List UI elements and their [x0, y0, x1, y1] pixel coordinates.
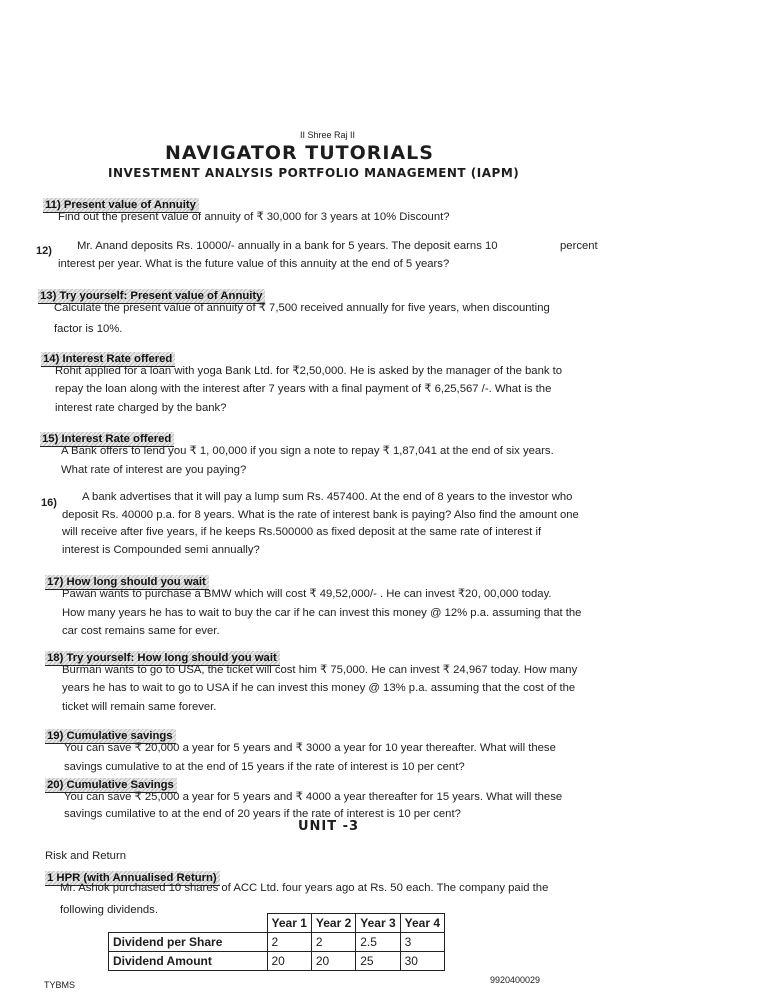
question-text-18-line1: Burman wants to go to USA, the ticket will cost him ₹ 75,000. He can invest ₹ 24,967 today. How many [62, 664, 578, 676]
table-cell: 30 [400, 952, 444, 971]
question-text-19-line2: savings cumulative to at the end of 15 years if the rate of interest is 10 per cent? [64, 761, 465, 773]
table-cell: 3 [400, 933, 444, 952]
question-text-13-line2: factor is 10%. [54, 323, 123, 335]
section-heading: Risk and Return [45, 850, 126, 862]
table-row [109, 952, 445, 971]
table-cell: 2.5 [356, 933, 400, 952]
unit-heading: UNIT -3 [298, 819, 360, 834]
question-heading-15: 15) Interest Rate offered [40, 432, 174, 447]
question-text-20-line1: You can save ₹ 25,000 a year for 5 years and ₹ 4000 a year thereafter for 15 years. What will these [64, 791, 563, 803]
table-header-row [109, 914, 445, 933]
footer-right: 9920400029 [490, 975, 541, 985]
table-header-cell: Year 3 [356, 914, 400, 933]
table-corner [109, 914, 268, 933]
table-header-cell: Year 4 [400, 914, 444, 933]
table-cell: 20 [311, 952, 355, 971]
question-heading-19: 19) Cumulative savings [45, 729, 176, 744]
question-text-16-line2: deposit Rs. 40000 p.a. for 8 years. What is the rate of interest bank is paying? Also find the amount one [62, 509, 579, 521]
table-cell: 2 [267, 933, 311, 952]
question-heading-18: 18) Try yourself: How long should you wait [45, 651, 280, 666]
question-text-16-line3: will receive after five years, if he keeps Rs.500000 as fixed deposit at the same rate of interest if [62, 526, 542, 538]
table-header-cell: Year 2 [311, 914, 355, 933]
table-cell: 2 [311, 933, 355, 952]
question-text-14-line3: interest rate charged by the bank? [55, 402, 227, 414]
question-text-1-line2: following dividends. [60, 904, 158, 916]
question-text-17-line1: Pawan wants to purchase a BMW which will cost ₹ 49,52,000/- . He can invest ₹20, 00,000 today. [62, 588, 552, 600]
question-text-16-line4: interest is Compounded semi annually? [62, 544, 260, 556]
footer-left: TYBMS [44, 980, 76, 990]
table-cell: 25 [356, 952, 400, 971]
table-row [109, 933, 445, 952]
question-heading-20: 20) Cumulative Savings [45, 778, 177, 793]
row-label: Dividend per Share [109, 933, 268, 952]
question-text-15-line1: A Bank offers to lend you ₹ 1, 00,000 if you sign a note to repay ₹ 1,87,041 at the end of six years. [61, 445, 554, 457]
question-text-14-line2: repay the loan along with the interest after 7 years with a final payment of ₹ 6,25,567 /-. What is the [55, 383, 552, 395]
question-text-1-line1: Mr. Ashok purchased 10 shares of ACC Ltd. four years ago at Rs. 50 each. The company paid the [60, 882, 549, 894]
question-text-18-line2: years he has to wait to go to USA if he can invest this money @ 13% p.a. assuming that the cost of the [62, 682, 576, 694]
question-text-17-line3: car cost remains same for ever. [62, 625, 220, 637]
question-text-11: Find out the present value of annuity of ₹ 30,000 for 3 years at 10% Discount? [58, 211, 450, 223]
table-cell: 20 [267, 952, 311, 971]
question-heading-17: 17) How long should you wait [45, 575, 209, 590]
question-text-17-line2: How many years he has to wait to buy the car if he can invest this money @ 12% p.a. assuming that the [62, 607, 582, 619]
row-label: Dividend Amount [109, 952, 268, 971]
invocation: II Shree Raj II [300, 130, 356, 140]
question-text-20-line2: savings cumilative to at the end of 20 years if the rate of interest is 10 per cent? [64, 808, 461, 820]
question-text-18-line3: ticket will remain same forever. [62, 701, 217, 713]
question-text-12-line1: Mr. Anand deposits Rs. 10000/- annually in a bank for 5 years. The deposit earns 10 [77, 240, 498, 252]
question-heading-13: 13) Try yourself: Present value of Annuity [38, 289, 265, 304]
question-text-12-line2: interest per year. What is the future value of this annuity at the end of 5 years? [58, 258, 450, 270]
question-text-14-line1: Rohit applied for a loan with yoga Bank Ltd. for ₹2,50,000. He is asked by the manager of the bank to [55, 365, 563, 377]
question-number-16: 16) [41, 497, 57, 509]
question-text-19-line1: You can save ₹ 20,000 a year for 5 years and ₹ 3000 a year for 10 year thereafter. What will these [64, 742, 556, 754]
table-header-cell: Year 1 [267, 914, 311, 933]
question-text-12-percent: percent [560, 240, 598, 252]
question-text-13-line1: Calculate the present value of annuity of ₹ 7,500 received annually for five years, when discounting [54, 302, 550, 314]
question-heading-1: 1 HPR (with Annualised Return) [45, 871, 220, 886]
question-text-15-line2: What rate of interest are you paying? [61, 464, 247, 476]
question-heading-11: 11) Present value of Annuity [43, 198, 199, 213]
page-title: NAVIGATOR TUTORIALS [165, 142, 434, 164]
page-subtitle: INVESTMENT ANALYSIS PORTFOLIO MANAGEMENT (IAPM) [108, 166, 520, 180]
question-heading-14: 14) Interest Rate offered [41, 352, 175, 367]
dividend-table [108, 913, 445, 971]
question-number-12: 12) [36, 245, 52, 257]
question-text-16-line1: A bank advertises that it will pay a lump sum Rs. 457400. At the end of 8 years to the investor who [82, 491, 573, 503]
